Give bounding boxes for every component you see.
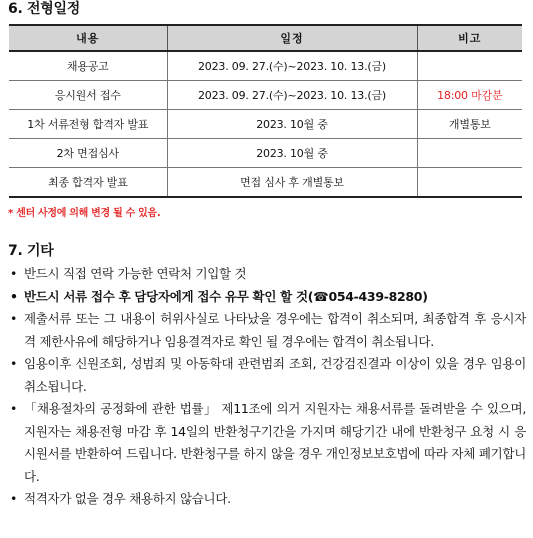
cell-schedule: 2023. 09. 27.(수)~2023. 10. 13.(금) [167, 81, 417, 110]
list-item [8, 286, 526, 309]
list-item [8, 488, 526, 511]
cell-note: 18:00 마감분 [417, 81, 522, 110]
cell-note [417, 168, 522, 198]
cell-note [417, 51, 522, 81]
list-item-text: 임용이후 신원조회, 성범죄 및 아동학대 관련범죄 조회, 건강검진결과 이상이 있을 경우 임용이 취소됩니다. [24, 356, 526, 394]
header-content: 내용 [9, 25, 167, 51]
table-row [9, 51, 522, 81]
header-schedule: 일정 [167, 25, 417, 51]
bullet-dot: • [10, 311, 18, 326]
list-item-text-suffix: ) [422, 288, 428, 304]
table-header-row [9, 25, 522, 51]
cell-content: 응시원서 접수 [9, 81, 167, 110]
list-item-text: 제출서류 또는 그 내용이 허위사실로 나타났을 경우에는 합격이 취소되며, 최종합격 후 응시자격 제한사유에 해당하거나 임용결격자로 확인 될 경우에는 합격이 취소됩니다. [24, 311, 526, 349]
cell-note [417, 139, 522, 168]
table-row [9, 81, 522, 110]
cell-schedule: 2023. 10월 중 [167, 110, 417, 139]
bullet-dot: • [10, 491, 18, 506]
section-title-schedule: 6. 전형일정 [8, 1, 80, 17]
list-item [8, 308, 526, 353]
bullet-dot: • [10, 288, 18, 304]
bullet-dot: • [10, 356, 18, 371]
schedule-table [9, 24, 522, 198]
table-row [9, 168, 522, 198]
list-item [8, 263, 526, 286]
cell-content: 1차 서류전형 합격자 발표 [9, 110, 167, 139]
etc-list [8, 263, 526, 511]
cell-content: 최종 합격자 발표 [9, 168, 167, 198]
bullet-dot: • [10, 401, 18, 416]
cell-schedule: 면접 심사 후 개별통보 [167, 168, 417, 198]
cell-schedule: 2023. 09. 27.(수)~2023. 10. 13.(금) [167, 51, 417, 81]
contact-phone: 054-439-8280 [328, 288, 423, 304]
list-item-text: 반드시 직접 연락 가능한 연락처 기입할 것 [24, 266, 247, 281]
list-item [8, 353, 526, 398]
list-item-text: 반드시 서류 접수 후 담당자에게 접수 유무 확인 할 것( [24, 288, 314, 304]
list-item-text: 「채용절차의 공정화에 관한 법률」 제11조에 의거 지원자는 채용서류를 돌려받을 수 있으며, 지원자는 채용전형 마감 후 14일의 반환청구기간을 가지며 해당기간 내에 반환청구 요청 시 응시원서를 반환하여 드립니다. 반환청구를 하지 않을 경우 개인정보보호법에 따라 자체 폐기합니다. [24, 401, 526, 484]
bullet-dot: • [10, 266, 18, 281]
telephone-icon: ☎ [313, 288, 329, 304]
cell-note: 개별통보 [417, 110, 522, 139]
cell-schedule: 2023. 10월 중 [167, 139, 417, 168]
list-item-text: 적격자가 없을 경우 채용하지 않습니다. [24, 491, 231, 506]
table-row [9, 110, 522, 139]
cell-content: 2차 면접심사 [9, 139, 167, 168]
table-row [9, 139, 522, 168]
cell-content: 채용공고 [9, 51, 167, 81]
section-title-etc: 7. 기타 [8, 243, 54, 259]
list-item [8, 398, 526, 488]
header-note: 비고 [417, 25, 522, 51]
schedule-footnote: * 센터 사정에 의해 변경 될 수 있음. [8, 208, 161, 219]
